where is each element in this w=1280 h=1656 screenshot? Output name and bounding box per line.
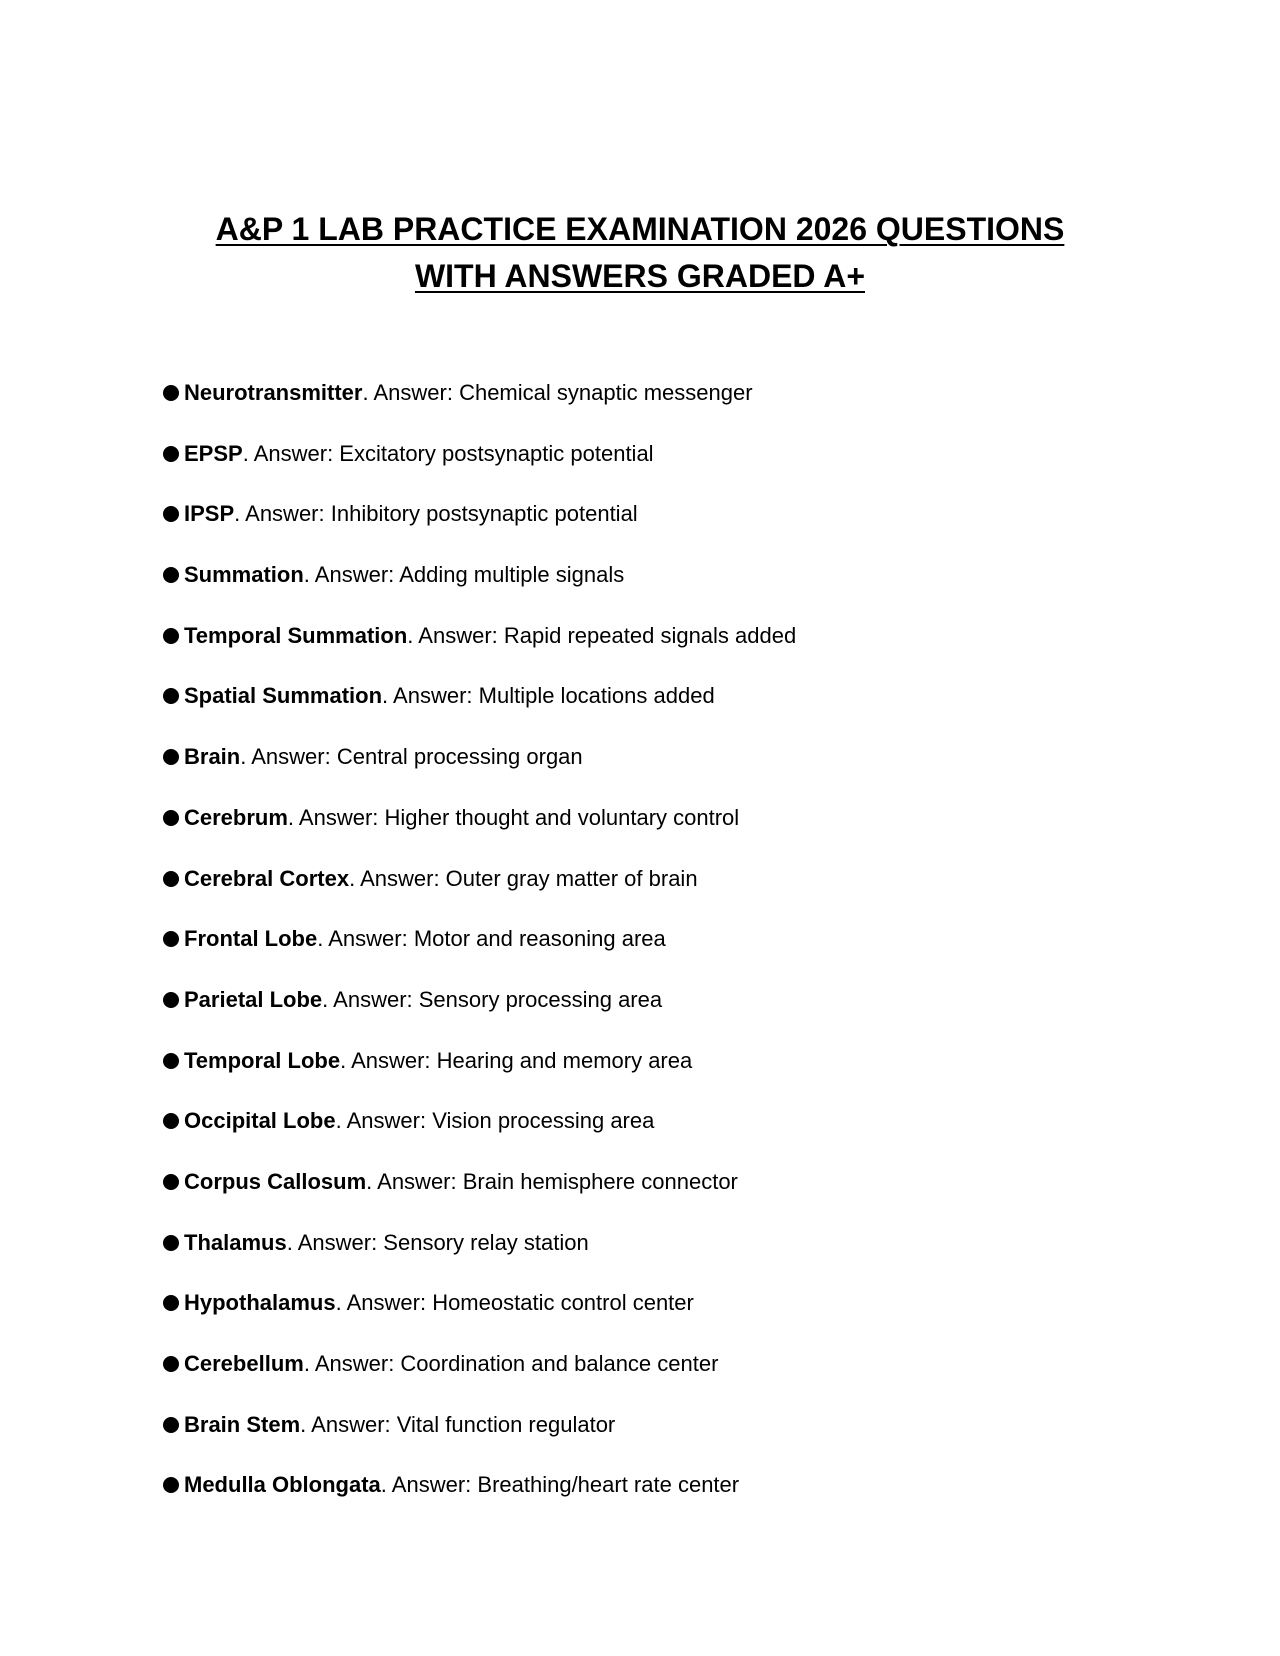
list-item-text — [184, 501, 638, 527]
item-answer: Outer gray matter of brain — [445, 865, 698, 891]
item-term: Cerebellum — [184, 1351, 304, 1376]
list-item-text — [184, 562, 624, 588]
list-item-text — [184, 1412, 615, 1438]
list-item — [163, 1230, 796, 1291]
list-item — [163, 380, 796, 441]
bullet-icon — [163, 506, 179, 522]
item-separator: . Answer: — [286, 1229, 384, 1255]
bullet-icon — [163, 1174, 179, 1190]
bullet-icon — [163, 871, 179, 887]
item-answer: Brain hemisphere connector — [462, 1168, 738, 1194]
item-answer: Coordination and balance center — [400, 1351, 719, 1376]
item-separator: . Answer: — [335, 1108, 433, 1134]
item-term: Brain Stem — [184, 1411, 301, 1437]
list-item-text — [184, 623, 796, 649]
item-term: Summation — [184, 562, 304, 588]
title-line-1: A&P 1 LAB PRACTICE EXAMINATION 2026 QUESTIONS — [215, 211, 1065, 247]
item-term: Temporal Lobe — [184, 1047, 341, 1073]
list-item — [163, 1108, 796, 1169]
item-separator: . Answer: — [234, 501, 331, 527]
item-separator: . Answer: — [349, 865, 446, 891]
list-item — [163, 866, 796, 927]
list-item-text — [184, 744, 583, 770]
bullet-icon — [163, 1356, 179, 1372]
bullet-icon — [163, 749, 179, 765]
list-item-text — [184, 683, 715, 709]
list-item — [163, 926, 796, 987]
item-answer: Rapid repeated signals added — [503, 622, 797, 648]
item-term: Medulla Oblongata — [184, 1472, 381, 1498]
item-term: Temporal Summation — [184, 622, 408, 648]
item-answer: Chemical synaptic messenger — [459, 380, 753, 405]
list-item-text — [184, 380, 753, 406]
item-answer: Vital function regulator — [396, 1411, 616, 1437]
list-item — [163, 744, 796, 805]
list-item — [163, 501, 796, 562]
item-separator: . Answer: — [287, 804, 385, 830]
list-item-text — [184, 805, 739, 831]
bullet-icon — [163, 1295, 179, 1311]
list-item-text — [184, 441, 654, 467]
item-term: EPSP — [184, 440, 243, 466]
item-answer: Motor and reasoning area — [413, 926, 666, 952]
item-term: Brain — [184, 744, 241, 770]
list-item-text — [184, 1351, 718, 1377]
item-separator: . Answer: — [340, 1047, 437, 1073]
list-item-text — [184, 1230, 589, 1256]
item-answer: Multiple locations added — [478, 683, 715, 709]
list-item — [163, 1412, 796, 1473]
item-separator: . Answer: — [407, 622, 504, 648]
list-item — [163, 562, 796, 623]
item-term: Hypothalamus — [184, 1290, 336, 1316]
item-answer: Vision processing area — [432, 1108, 655, 1134]
item-answer: Inhibitory postsynaptic potential — [330, 501, 638, 527]
list-item — [163, 1290, 796, 1351]
item-separator: . Answer: — [317, 926, 414, 952]
item-separator: . Answer: — [366, 1168, 463, 1194]
bullet-icon — [163, 810, 179, 826]
bullet-icon — [163, 446, 179, 462]
item-separator: . Answer: — [300, 1411, 397, 1437]
item-answer: Hearing and memory area — [436, 1047, 693, 1073]
item-answer: Higher thought and voluntary control — [384, 804, 740, 830]
list-item-text — [184, 1169, 738, 1195]
item-term: Corpus Callosum — [184, 1168, 367, 1194]
item-term: Neurotransmitter — [184, 380, 363, 405]
item-term: Frontal Lobe — [184, 926, 318, 952]
list-item-text — [184, 866, 698, 892]
bullet-icon — [163, 1235, 179, 1251]
bullet-icon — [163, 1477, 179, 1493]
item-answer: Breathing/heart rate center — [477, 1472, 740, 1498]
list-item — [163, 987, 796, 1048]
qa-list — [163, 380, 796, 1533]
item-term: IPSP — [184, 501, 235, 527]
bullet-icon — [163, 1113, 179, 1129]
item-term: Parietal Lobe — [184, 986, 323, 1012]
item-answer: Adding multiple signals — [399, 562, 625, 588]
bullet-icon — [163, 567, 179, 583]
list-item — [163, 1472, 796, 1533]
item-term: Spatial Summation — [184, 683, 383, 709]
list-item — [163, 1048, 796, 1109]
document-title — [150, 206, 1130, 300]
list-item-text — [184, 987, 662, 1013]
item-separator: . Answer: — [303, 562, 400, 588]
list-item-text — [184, 1290, 694, 1316]
item-separator: . Answer: — [240, 744, 337, 770]
bullet-icon — [163, 628, 179, 644]
list-item — [163, 1169, 796, 1230]
list-item — [163, 623, 796, 684]
title-line-2: WITH ANSWERS GRADED A+ — [414, 258, 866, 294]
item-answer: Sensory relay station — [383, 1229, 589, 1255]
list-item — [163, 1351, 796, 1412]
item-separator: . Answer: — [362, 380, 460, 405]
item-answer: Homeostatic control center — [432, 1290, 694, 1316]
item-answer: Sensory processing area — [418, 986, 663, 1012]
bullet-icon — [163, 931, 179, 947]
item-separator: . Answer: — [303, 1351, 401, 1376]
item-separator: . Answer: — [322, 986, 419, 1012]
bullet-icon — [163, 385, 179, 401]
item-answer: Central processing organ — [336, 744, 583, 770]
bullet-icon — [163, 1417, 179, 1433]
list-item-text — [184, 1472, 739, 1498]
list-item — [163, 441, 796, 502]
item-separator: . Answer: — [382, 683, 479, 709]
item-separator: . Answer: — [335, 1290, 433, 1316]
item-term: Occipital Lobe — [184, 1108, 336, 1134]
list-item — [163, 683, 796, 744]
bullet-icon — [163, 992, 179, 1008]
list-item-text — [184, 1108, 654, 1134]
item-term: Cerebrum — [184, 804, 288, 830]
list-item — [163, 805, 796, 866]
bullet-icon — [163, 1053, 179, 1069]
list-item-text — [184, 926, 666, 952]
item-separator: . Answer: — [380, 1472, 478, 1498]
list-item-text — [184, 1048, 692, 1074]
bullet-icon — [163, 688, 179, 704]
item-term: Cerebral Cortex — [184, 865, 350, 891]
item-term: Thalamus — [184, 1229, 287, 1255]
item-separator: . Answer: — [242, 440, 340, 466]
item-answer: Excitatory postsynaptic potential — [339, 440, 654, 466]
